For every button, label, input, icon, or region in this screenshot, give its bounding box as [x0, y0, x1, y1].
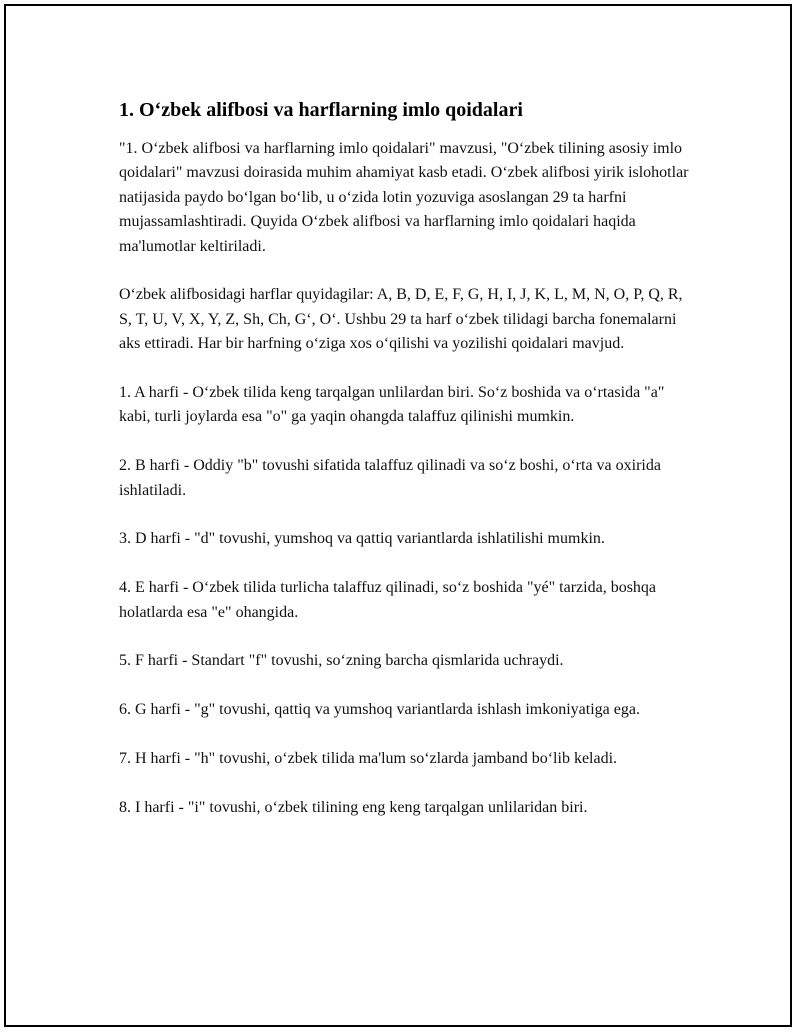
letter-a-paragraph: 1. A harfi - O‘zbek tilida keng tarqalgan unlilardan biri. So‘z boshida va o‘rtasida "a" kabi, turli joylarda esa "o" ga yaqin ohangda talaffuz qilinishi mumkin.: [119, 384, 665, 426]
letter-b-paragraph: 2. B harfi - Oddiy "b" tovushi sifatida talaffuz qilinadi va so‘z boshi, o‘rta va oxirida ishlatiladi.: [119, 457, 661, 499]
intro-paragraph: "1. O‘zbek alifbosi va harflarning imlo qoidalari" mavzusi, "O‘zbek tilining asosiy imlo qoidalari" mavzusi doirasida muhim ahamiyat kasb etadi. O‘zbek alifbosi yirik islohotlar natijasida paydo bo‘lgan bo‘lib, u o‘zida lotin yozuviga asoslangan 29 ta harfni mujassamlashtiradi. Quyida O‘zbek alifbosi va harflarning imlo qoidalari haqida ma'lumotlar keltiriladi.: [119, 140, 689, 255]
letter-f-paragraph: 5. F harfi - Standart "f" tovushi, so‘zning barcha qismlarida uchraydi.: [119, 652, 564, 670]
letter-g-paragraph: 6. G harfi - "g" tovushi, qattiq va yumshoq variantlarda ishlash imkoniyatiga ega.: [119, 701, 640, 719]
document-title: 1. O‘zbek alifbosi va harflarning imlo qoidalari: [119, 99, 523, 121]
letter-e-paragraph: 4. E harfi - O‘zbek tilida turlicha talaffuz qilinadi, so‘z boshida "yé" tarzida, boshqa holatlarda esa "e" ohangida.: [119, 579, 657, 621]
document-page: [4, 4, 792, 1027]
alphabet-paragraph: O‘zbek alifbosidagi harflar quyidagilar: A, B, D, E, F, G, H, I, J, K, L, M, N, O, P, Q, R, S, T, U, V, X, Y, Z, Sh, Ch, G‘, O‘. Ushbu 29 ta harf o‘zbek tilidagi barcha fonemalarni aks ettiradi. Har bir harfning o‘ziga xos o‘qilishi va yozilishi qoidalari mavjud.: [119, 286, 683, 353]
document-body: [119, 96, 694, 820]
letter-d-paragraph: 3. D harfi - "d" tovushi, yumshoq va qattiq variantlarda ishlatilishi mumkin.: [119, 530, 605, 548]
letter-h-paragraph: 7. H harfi - "h" tovushi, o‘zbek tilida ma'lum so‘zlarda jamband bo‘lib keladi.: [119, 750, 618, 768]
letter-i-paragraph: 8. I harfi - "i" tovushi, o‘zbek tilining eng keng tarqalgan unlilaridan biri.: [119, 798, 588, 816]
